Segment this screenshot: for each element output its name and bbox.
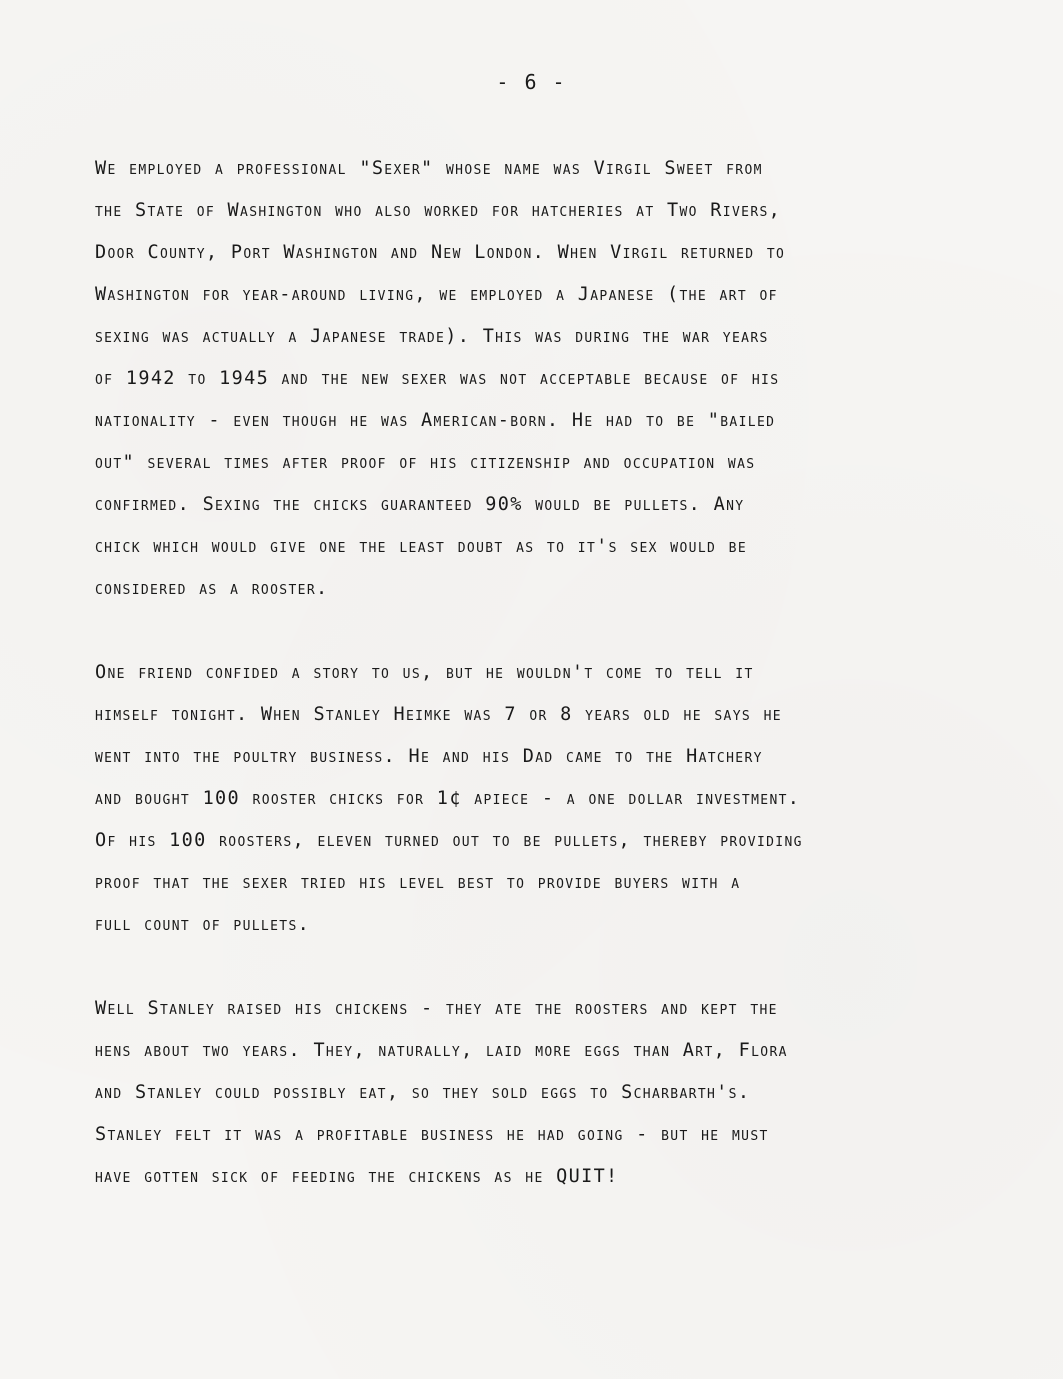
text-line: Of his 100 roosters, eleven turned out to be pullets, thereby providing (95, 830, 803, 851)
text-line: went into the poultry business. He and his Dad came to the Hatchery (95, 746, 763, 767)
text-line: sexing was actually a Japanese trade). This was during the war years (95, 326, 769, 347)
text-line: the State of Washington who also worked for hatcheries at Two Rivers, (95, 200, 782, 221)
text-line: have gotten sick of feeding the chickens as he QUIT! (95, 1166, 619, 1187)
text-line: Stanley felt it was a profitable business he had going - but he must (95, 1124, 769, 1145)
text-line: confirmed. Sexing the chicks guaranteed 90% would be pullets. Any (95, 494, 745, 515)
text-line: chick which would give one the least doubt as to it's sex would be (95, 536, 748, 557)
paragraph-stanley-story (95, 652, 995, 946)
text-line: hens about two years. They, naturally, laid more eggs than Art, Flora (95, 1040, 788, 1061)
text-line: Washington for year-around living, we employed a Japanese (the art of (95, 284, 778, 305)
text-line: Door County, Port Washington and New London. When Virgil returned to (95, 242, 786, 263)
page-number: - 6 - (496, 70, 567, 94)
text-line: and bought 100 rooster chicks for 1¢ apiece - a one dollar investment. (95, 788, 801, 809)
text-line: One friend confided a story to us, but he wouldn't come to tell it (95, 662, 754, 683)
paragraph-chickens (95, 988, 995, 1198)
text-line: himself tonight. When Stanley Heimke was 7 or 8 years old he says he (95, 704, 782, 725)
text-line: out" several times after proof of his citizenship and occupation was (95, 452, 756, 473)
paragraph-sexer (95, 148, 995, 610)
text-line: nationality - even though he was American-born. He had to be "bailed (95, 410, 776, 431)
text-line: considered as a rooster. (95, 578, 329, 599)
text-line: We employed a professional "Sexer" whose name was Virgil Sweet from (95, 158, 763, 179)
text-line: and Stanley could possibly eat, so they sold eggs to Scharbarth's. (95, 1082, 751, 1103)
text-line: Well Stanley raised his chickens - they ate the roosters and kept the (95, 998, 778, 1019)
text-line: proof that the sexer tried his level best to provide buyers with a (95, 872, 741, 893)
text-line: of 1942 to 1945 and the new sexer was not acceptable because of his (95, 368, 780, 389)
text-line: full count of pullets. (95, 914, 311, 935)
